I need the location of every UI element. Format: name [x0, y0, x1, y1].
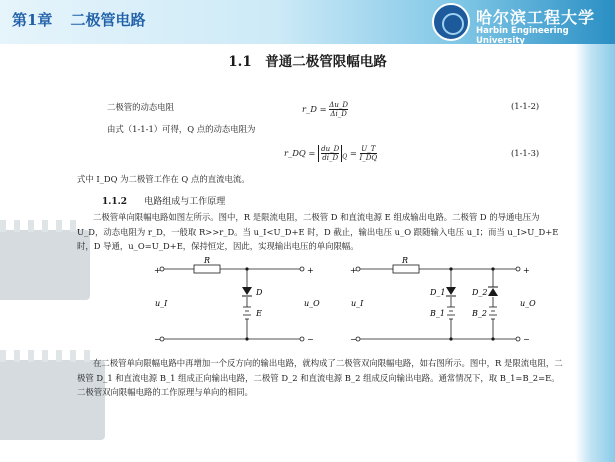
eq2-numerator: du_D [321, 145, 340, 153]
right-diode2-label: D_2 [472, 288, 488, 297]
equation-1-1-2 [302, 101, 348, 118]
eq1-numerator: Δu_D [329, 101, 348, 109]
equation-1-1-3: r_DQ = $\frac{du\_D}{di\_D}$ $_Q$ = $\frac{U\_T}{I\_DQ}$ [284, 145, 378, 162]
eq2-subscript: Q [342, 153, 348, 161]
eq2-lhs: r_DQ = [284, 148, 316, 158]
chapter-title: 二极管电路 [70, 11, 146, 29]
eq2-denominator: di_D [322, 154, 339, 162]
university-logo-cn: 哈尔滨工程大学 [476, 8, 596, 27]
equation-number-1-1-3: (1-1-3) [511, 148, 540, 158]
right-output-voltage-label: u_O [520, 299, 536, 308]
left-diode-label: D [256, 288, 263, 297]
eq2-rhs-numerator: U_T [361, 145, 376, 153]
circuit-single-limiter [152, 257, 322, 347]
right-source1-label: B_1 [430, 309, 445, 318]
left-input-voltage-label: u_I [155, 299, 168, 308]
right-output-plus: + [523, 266, 530, 275]
chapter-heading [12, 9, 163, 30]
equation-number-1-1-2: (1-1-2) [511, 101, 540, 111]
left-output-plus: + [307, 266, 314, 275]
decorative-side-band [575, 44, 615, 462]
subsection-heading [102, 194, 225, 207]
eq2-rhs-fraction [360, 145, 378, 162]
right-resistor-label: R [402, 257, 409, 265]
left-output-minus: − [307, 335, 314, 344]
left-input-plus: + [154, 266, 161, 275]
circuit-double-limiter [348, 257, 538, 347]
eq2-rhs-denominator: I_DQ [359, 154, 378, 162]
right-source2-label: B_2 [472, 309, 487, 318]
left-output-voltage-label: u_O [304, 299, 320, 308]
chapter-number: 第1章 [12, 11, 53, 29]
right-output-minus: − [523, 335, 530, 344]
subsection-title: 电路组成与工作原理 [144, 197, 226, 207]
paragraph-limiter-principle: 二极管单向限幅电路如图左所示。图中，R 是限流电阻，二极管 D 和直流电源 E 组成输出电路。二极管 D 的导通电压为 U_D，动态电阻为 r_D，一般取 R>>r_D。当 u_I<U_D+E 时，D 截止，输出电压 u_O 跟随输入电压 u_I；而当 u_I>U_D+E 时，D 导通，u_O=U_D+E，保持恒定，因此，实现输出电压的单向限幅。 [77, 212, 559, 251]
right-input-voltage-label: u_I [351, 299, 364, 308]
eq1-lhs: r_D = [302, 104, 327, 114]
q-point-text: 由式（1-1-1）可得，Q 点的动态电阻为 [107, 124, 256, 134]
left-input-minus: − [154, 335, 161, 344]
eq1-fraction [329, 101, 348, 118]
slide-header [0, 0, 615, 44]
left-source-label: E [256, 309, 262, 318]
right-diode1-label: D_1 [430, 288, 446, 297]
right-input-plus: + [350, 266, 357, 275]
eq1-denominator: Δi_D [330, 110, 347, 118]
right-input-minus: − [350, 335, 357, 344]
eq2-derivative [318, 145, 342, 162]
dynamic-resistance-label: 二极管的动态电阻 [107, 102, 174, 112]
subsection-number: 1.1.2 [102, 197, 128, 207]
university-seal-icon [432, 3, 470, 41]
university-logo-en: Harbin Engineering University [476, 26, 569, 46]
paragraph-double-limiter: 在二极管单向限幅电路中再增加一个反方向的输出电路，就构成了二极管双向限幅电路，如右图所示。图中，R 是限流电阻，二极管 D_1 和直流电源 B_1 组成正向输出电路，二极管 D_2 和直流电源 B_2 组成反向输出电路。通常情况下，取 B_1=B_2=E。二极管双向限幅电路的工作原理与单向的相同。 [77, 358, 563, 397]
section-title: 1.1 普通二极管限幅电路 [228, 54, 387, 70]
left-resistor-label: R [204, 257, 211, 265]
current-note: 式中 I_DQ 为二极管工作在 Q 点的直流电流。 [77, 174, 250, 184]
